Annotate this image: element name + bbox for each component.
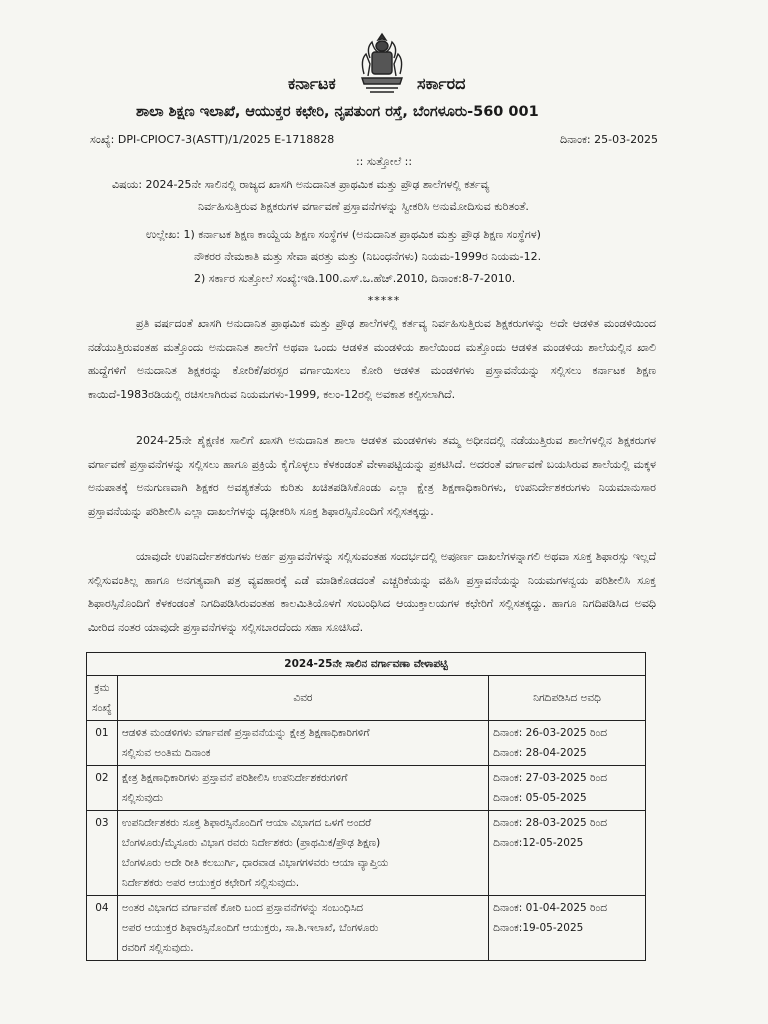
row-details	[117, 811, 488, 896]
row-serial: 01	[87, 721, 118, 766]
government-name-right: ಸರ್ಕಾರದ	[417, 74, 466, 93]
separator: *****	[367, 294, 401, 307]
row-details-line: ನಿರ್ದೇಶಕರು ಅಪರ ಆಯುಕ್ತರ ಕಛೇರಿಗೆ ಸಲ್ಲಿಸುವುದು.	[121, 877, 300, 889]
serial-header-line-2: ಸಂಖ್ಯೆ	[92, 702, 112, 714]
table-row	[87, 766, 646, 811]
table-row	[87, 721, 646, 766]
row-deadline	[489, 896, 646, 961]
serial-header-line-1: ಕ್ರಮ	[94, 682, 110, 694]
deadline-from: ದಿನಾಂಕ: 27-03-2025 ರಿಂದ	[493, 772, 607, 784]
row-details-line: ಅಪರ ಆಯುಕ್ತರ ಶಿಫಾರಸ್ಸಿನೊಂದಿಗೆ ಆಯುಕ್ತರು, ಸಾ.ಶಿ.ಇಲಾಖೆ, ಬೆಂಗಳೂರು	[121, 922, 379, 934]
row-details-line: ಕ್ಷೇತ್ರ ಶಿಕ್ಷಣಾಧಿಕಾರಿಗಳು ಪ್ರಸ್ತಾವನೆ ಪರಿಶೀಲಿಸಿ ಉಪನಿರ್ದೇಶಕರುಗಳಿಗೆ	[121, 772, 348, 784]
body-paragraph-3: ಯಾವುದೇ ಉಪನಿರ್ದೇಶಕರುಗಳು ಅರ್ಹ ಪ್ರಸ್ತಾವನೆಗಳನ್ನು ಸಲ್ಲಿಸುವಂತಹ ಸಂದರ್ಭದಲ್ಲಿ ಅಪೂರ್ಣ ದಾಖಲೆಗಳನ್ನಾಗಲಿ ಅಥವಾ ಸೂಕ್ತ ಶಿಫಾರಸ್ಸು ಇಲ್ಲದೆ ಸಲ್ಲಿಸುವಂತಿಲ್ಲ ಹಾಗೂ ಅನಗತ್ಯವಾಗಿ ಪತ್ರ ವ್ಯವಹಾರಕ್ಕೆ ಎಡೆ ಮಾಡಿಕೊಡದಂತೆ ಎಚ್ಚರಿಕೆಯನ್ನು ವಹಿಸಿ ಪ್ರಸ್ತಾವನೆಯನ್ನು ನಿಯಮಗಳನ್ವಯ ಪರಿಶೀಲಿಸಿ ಸೂಕ್ತ ಶಿಫಾರಸ್ಸಿನೊಂದಿಗೆ ಕೆಳಕಂಡಂತೆ ನಿಗದಿಪಡಿಸಿರುವಂತಹ ಕಾಲಮಿತಿಯೊಳಗೆ ಸಂಬಂಧಿಸಿದ ಆಯುಕ್ತಾಲಯಗಳ ಕಛೇರಿಗೆ ಸಲ್ಲಿಸತಕ್ಕದ್ದು. ಹಾಗೂ ನಿಗದಿಪಡಿಸಿದ ಅವಧಿ ಮೀರಿದ ನಂತರ ಯಾವುದೇ ಪ್ರಸ್ತಾವನೆಗಳನ್ನು ಸಲ್ಲಿಸಬಾರದೆಂದು ಸಹಾ ಸೂಚಿಸಿದೆ.	[88, 550, 656, 634]
body-paragraph-2: 2024-25ನೇ ಶೈಕ್ಷಣಿಕ ಸಾಲಿಗೆ ಖಾಸಗಿ ಅನುದಾನಿತ ಶಾಲಾ ಆಡಳಿತ ಮಂಡಳಿಗಳು ತಮ್ಮ ಅಧೀನದಲ್ಲಿ ನಡೆಯುತ್ತಿರುವ ಶಾಲೆಗಳಲ್ಲಿನ ಶಿಕ್ಷಕರುಗಳ ವರ್ಗಾವಣೆ ಪ್ರಸ್ತಾವನೆಗಳನ್ನು ಸಲ್ಲಿಸಲು ಹಾಗೂ ಪ್ರಕ್ರಿಯೆ ಕೈಗೊಳ್ಳಲು ಕೆಳಕಂಡಂತೆ ವೇಳಾಪಟ್ಟಿಯನ್ನು ಪ್ರಕಟಿಸಿದೆ. ಅದರಂತೆ ವರ್ಗಾವಣೆ ಬಯಸಿರುವ ಶಾಲೆಯಲ್ಲಿ ಮಕ್ಕಳ ಅನುಪಾತಕ್ಕೆ ಅನುಗುಣವಾಗಿ ಶಿಕ್ಷಕರ ಅವಶ್ಯಕತೆಯ ಕುರಿತು ಖಚಿತಪಡಿಸಿಕೊಂಡು ಎಲ್ಲಾ ಕ್ಷೇತ್ರ ಶಿಕ್ಷಣಾಧಿಕಾರಿಗಳು, ಉಪನಿರ್ದೇಶಕರುಗಳು ನಿಯಮಾನುಸಾರ ಪ್ರಸ್ತಾವನೆಯನ್ನು ಪರಿಶೀಲಿಸಿ ಎಲ್ಲಾ ದಾಖಲೆಗಳನ್ನು ದೃಢೀಕರಿಸಿ ಸೂಕ್ತ ಶಿಫಾರಸ್ಸಿನೊಂದಿಗೆ ಸಲ್ಲಿಸತಕ್ಕದ್ದು.	[88, 434, 656, 518]
row-details-line: ಬೆಂಗಳೂರು ಅದೇ ರೀತಿ ಕಲಬುರ್ಗಿ, ಧಾರವಾಡ ವಿಭಾಗಗಳವರು ಆಯಾ ವ್ಯಾಪ್ತಿಯ	[121, 857, 389, 869]
table-row	[87, 811, 646, 896]
office-address: ಶಾಲಾ ಶಿಕ್ಷಣ ಇಲಾಖೆ, ಆಯುಕ್ತರ ಕಛೇರಿ, ನೃಪತುಂಗ ರಸ್ತೆ, ಬೆಂಗಳೂರು-560 001	[136, 104, 539, 120]
table-row	[87, 896, 646, 961]
row-deadline	[489, 811, 646, 896]
circular-heading: :: ಸುತ್ತೋಲೆ ::	[355, 155, 413, 168]
table-caption: 2024-25ನೇ ಸಾಲಿನ ವರ್ಗಾವಣಾ ವೇಳಾಪಟ್ಟಿ	[87, 653, 646, 676]
subject-line-1: ವಿಷಯ: 2024-25ನೇ ಸಾಲಿನಲ್ಲಿ ರಾಜ್ಯದ ಖಾಸಗಿ ಅನುದಾನಿತ ಪ್ರಾಥಮಿಕ ಮತ್ತು ಪ್ರೌಢ ಶಾಲೆಗಳಲ್ಲಿ ಕರ್ತವ್ಯ	[112, 178, 490, 191]
issue-date: ದಿನಾಂಕ: 25-03-2025	[560, 133, 659, 146]
subject-block	[112, 174, 664, 218]
row-details-line: ರವರಿಗೆ ಸಲ್ಲಿಸುವುದು.	[121, 942, 194, 954]
deadline-from: ದಿನಾಂಕ: 26-03-2025 ರಿಂದ	[493, 727, 607, 739]
row-serial: 04	[87, 896, 118, 961]
row-details	[117, 766, 488, 811]
reference-1-line-2: ನೌಕರರ ನೇಮಕಾತಿ ಮತ್ತು ಸೇವಾ ಷರತ್ತು ಮತ್ತು (ನಿಬಂಧನೆಗಳು) ನಿಯಮ-1999ರ ನಿಯಮ-12.	[194, 250, 542, 263]
table-header-row	[87, 676, 646, 721]
deadline-to: ದಿನಾಂಕ:12-05-2025	[493, 837, 584, 849]
row-details-line: ಆಡಳಿತ ಮಂಡಳಿಗಳು ವರ್ಗಾವಣೆ ಪ್ರಸ್ತಾವನೆಯನ್ನು ಕ್ಷೇತ್ರ ಶಿಕ್ಷಣಾಧಿಕಾರಿಗಳಿಗೆ	[121, 727, 370, 739]
details-header: ವಿವರ	[117, 676, 488, 721]
row-deadline	[489, 721, 646, 766]
deadline-to: ದಿನಾಂಕ: 05-05-2025	[493, 792, 587, 804]
reference-1-line-1: ಉಲ್ಲೇಖ: 1) ಕರ್ನಾಟಕ ಶಿಕ್ಷಣ ಕಾಯ್ದೆಯ ಶಿಕ್ಷಣ ಸಂಸ್ಥೆಗಳ (ಅನುದಾನಿತ ಪ್ರಾಥಮಿಕ ಮತ್ತು ಪ್ರೌಢ ಶಿಕ್ಷಣ ಸಂಸ್ಥೆಗಳ)	[146, 228, 541, 241]
subject-line-2: ನಿರ್ವಹಿಸುತ್ತಿರುವ ಶಿಕ್ಷಕರುಗಳ ವರ್ಗಾವಣೆ ಪ್ರಸ್ತಾವನೆಗಳನ್ನು ಸ್ವೀಕರಿಸಿ ಅನುಮೋದಿಸುವ ಕುರಿತಂತೆ.	[198, 200, 529, 213]
row-details	[117, 896, 488, 961]
row-details	[117, 721, 488, 766]
deadline-header: ನಿಗದಿಪಡಿಸಿದ ಅವಧಿ	[489, 676, 646, 721]
row-serial: 03	[87, 811, 118, 896]
reference-2: 2) ಸರ್ಕಾರ ಸುತ್ತೋಲೆ ಸಂಖ್ಯೆ:ಇಡಿ.100.ಎಸ್.ಒ.ಹೆಚ್.2010, ದಿನಾಂಕ:8-7-2010.	[194, 272, 516, 285]
deadline-to: ದಿನಾಂಕ:19-05-2025	[493, 922, 584, 934]
row-details-line: ಸಲ್ಲಿಸುವುದು	[121, 792, 163, 804]
transfer-schedule-table	[86, 652, 646, 961]
reference-number: ಸಂಖ್ಯೆ: DPI-CPIOC7-3(ASTT)/1/2025 E-1718828	[90, 133, 335, 146]
body-paragraph-1: ಪ್ರತಿ ವರ್ಷದಂತೆ ಖಾಸಗಿ ಅನುದಾನಿತ ಪ್ರಾಥಮಿಕ ಮತ್ತು ಪ್ರೌಢ ಶಾಲೆಗಳಲ್ಲಿ ಕರ್ತವ್ಯ ನಿರ್ವಹಿಸುತ್ತಿರುವ ಶಿಕ್ಷಕರುಗಳನ್ನು ಅದೇ ಆಡಳಿತ ಮಂಡಳಿಯಿಂದ ನಡೆಯುತ್ತಿರುವಂತಹ ಮತ್ತೊಂದು ಅನುದಾನಿತ ಶಾಲೆಗೆ ಅಥವಾ ಒಂದು ಆಡಳಿತ ಮಂಡಳಿಯ ಶಾಲೆಯಿಂದ ಮತ್ತೊಂದು ಆಡಳಿತ ಮಂಡಳಿಯ ಶಾಲೆಯಲ್ಲಿನ ಖಾಲಿ ಹುದ್ದೆಗಳಿಗೆ ಅನುದಾನಿತ ಶಿಕ್ಷಕರನ್ನು ಕೋರಿಕೆ/ಪರಸ್ಪರ ವರ್ಗಾಯಿಸಲು ಕೋರಿ ಆಡಳಿತ ಮಂಡಳಿಗಳು ಪ್ರಸ್ತಾವನೆಯನ್ನು ಸಲ್ಲಿಸಲು ಕರ್ನಾಟಕ ಶಿಕ್ಷಣ ಕಾಯಿದೆ-1983ರಡಿಯಲ್ಲಿ ರಚಿಸಲಾಗಿರುವ ನಿಯಮಗಳು-1999, ಕಲಂ-12ರಲ್ಲಿ ಅವಕಾಶ ಕಲ್ಪಿಸಲಾಗಿದೆ.	[88, 317, 656, 401]
deadline-from: ದಿನಾಂಕ: 28-03-2025 ರಿಂದ	[493, 817, 607, 829]
row-details-line: ಬೆಂಗಳೂರು/ಮೈಸೂರು ವಿಭಾಗ ರವರು ನಿರ್ದೇಶಕರು (ಪ್ರಾಥಮಿಕ/ಪ್ರೌಢ ಶಿಕ್ಷಣ)	[121, 837, 381, 849]
serial-header	[87, 676, 118, 721]
row-details-line: ಉಪನಿರ್ದೇಶಕರು ಸೂಕ್ತ ಶಿಫಾರಸ್ಸಿನೊಂದಿಗೆ ಆಯಾ ವಿಭಾಗದ ಒಳಗೆ ಅಂದರೆ	[121, 817, 372, 829]
references-block	[146, 224, 686, 290]
deadline-to: ದಿನಾಂಕ: 28-04-2025	[493, 747, 587, 759]
row-details-line: ಅಂತರ ವಿಭಾಗದ ವರ್ಗಾವಣೆ ಕೋರಿ ಬಂದ ಪ್ರಸ್ತಾವನೆಗಳನ್ನು ಸಂಬಂಧಿಸಿದ	[121, 902, 364, 914]
state-emblem-icon	[352, 30, 412, 96]
government-name-left: ಕರ್ನಾಟಕ	[288, 74, 336, 93]
deadline-from: ದಿನಾಂಕ: 01-04-2025 ರಿಂದ	[493, 902, 607, 914]
row-serial: 02	[87, 766, 118, 811]
row-details-line: ಸಲ್ಲಿಸುವ ಅಂತಿಮ ದಿನಾಂಕ	[121, 747, 211, 759]
row-deadline	[489, 766, 646, 811]
